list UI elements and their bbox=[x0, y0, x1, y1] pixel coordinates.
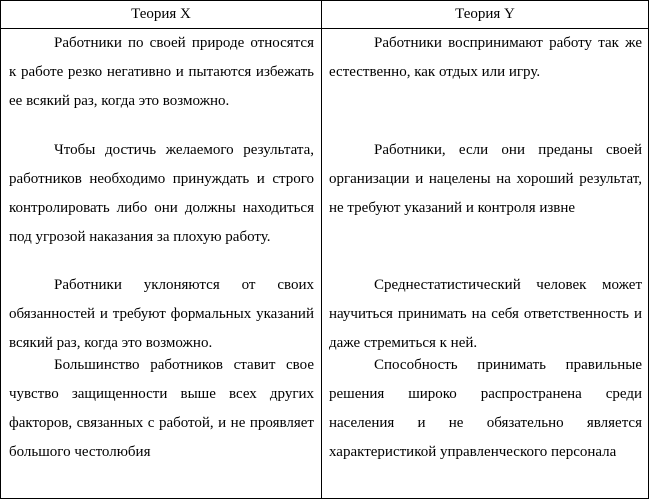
theory-y-statement-2: Работники, если они преданы своей организации и нацелены на хороший результат, не требуют указаний и контроля извне bbox=[329, 142, 642, 216]
theory-x-statement-2: Чтобы достичь желаемого результата, работников необходимо принуждать и строго контролировать либо они должны находиться под угрозой наказания за плохую работу. bbox=[9, 142, 314, 245]
theory-x-statement-3: Работники уклоняются от своих обязанностей и требуют формальных указаний всякий раз, когда это возможно. bbox=[9, 277, 314, 351]
theory-y-statement-4: Способность принимать правильные решения широко распространена среди населения и не обязательно является характеристикой управленческого персонала bbox=[329, 357, 642, 460]
column-divider bbox=[321, 1, 322, 498]
theory-y-statement-3: Среднестатистический человек может научиться принимать на себя ответственность и даже стремиться к ней. bbox=[329, 277, 642, 351]
theory-x-statement-4: Большинство работников ставит свое чувство защищенности выше всех других факторов, связанных с работой, и не проявляет большого честолюбия bbox=[9, 357, 314, 460]
theory-x-statement-1: Работники по своей природе относятся к работе резко негативно и пытаются избежать ее всякий раз, когда это возможно. bbox=[9, 35, 314, 109]
header-theory-y: Теория Y bbox=[455, 6, 515, 22]
theory-y-statement-1: Работники воспринимают работу так же естественно, как отдых или игру. bbox=[329, 35, 642, 80]
header-theory-x: Теория X bbox=[131, 6, 191, 22]
